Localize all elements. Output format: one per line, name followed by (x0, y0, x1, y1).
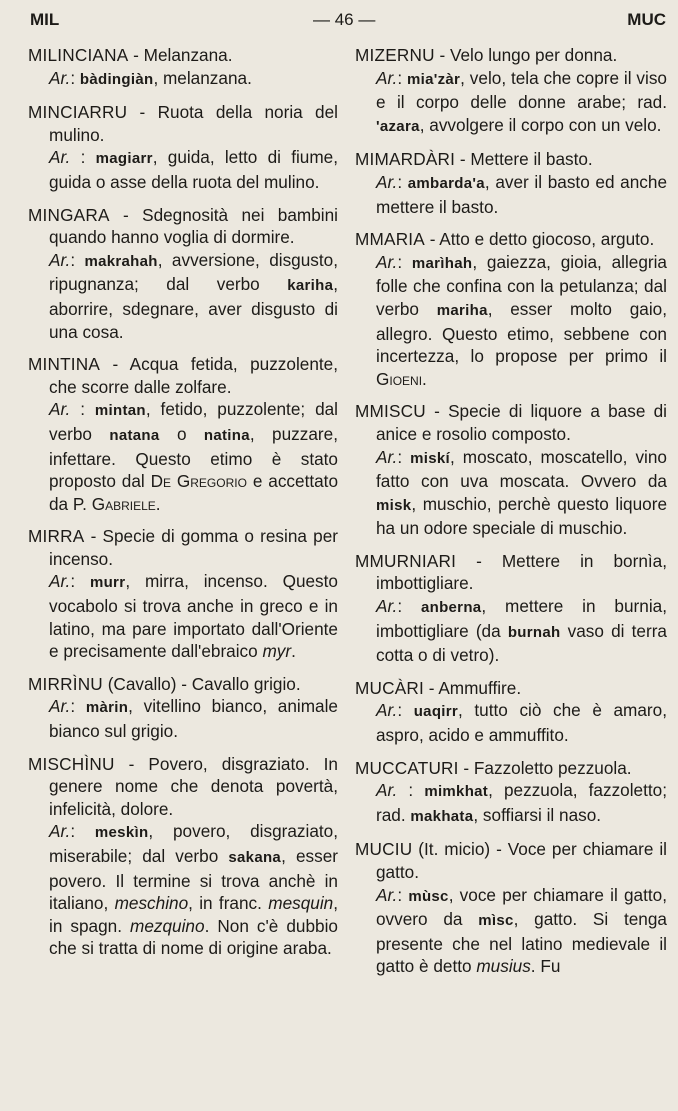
definition: (Cavallo) - Cavallo grigio. (102, 673, 301, 694)
arabic-term: mùsc (408, 887, 449, 905)
etymology (355, 884, 667, 978)
definition: - Melanzana. (128, 45, 233, 65)
left-column (28, 44, 338, 970)
arabic-term: uaqirr (413, 703, 459, 721)
dictionary-entry (28, 753, 338, 960)
foreign-term: musius (476, 956, 531, 977)
arabic-label: Ar. (49, 147, 71, 168)
headword: MIRRÌNU (28, 673, 103, 694)
dictionary-entry (28, 204, 338, 344)
arabic-term: meskìn (94, 824, 149, 842)
arabic-term: burnah (507, 623, 561, 641)
dictionary-entry (355, 838, 667, 978)
foreign-term: mezquino (130, 915, 205, 936)
page-header (30, 6, 666, 32)
arabic-label: Ar. (376, 446, 398, 467)
arabic-term: natina (203, 426, 250, 444)
dictionary-entry (355, 228, 667, 390)
definition: - Velo lungo per donna. (434, 45, 618, 65)
foreign-term: mesquin (268, 893, 334, 914)
author-name: De Gregorio (150, 471, 247, 492)
etymology-text: : meskìn, povero, disgraziato, miserabile; dal verbo sakana, esser povero. Il termine si trova anchè in italiano, meschino, in franc. mesquin, in spagn. mezquino. Non c'è dubbio che si tratta di nome di origine araba. (49, 821, 338, 959)
arabic-label: Ar. (49, 67, 71, 88)
entry-headline (28, 753, 338, 821)
arabic-term: anberna (420, 599, 482, 617)
arabic-label: Ar. (49, 249, 71, 270)
arabic-term: ambarda'a (407, 174, 485, 192)
arabic-term: sakana (228, 849, 282, 866)
dictionary-entry (355, 148, 667, 218)
page-number: — 46 — (313, 10, 376, 29)
headword: MMISCU (355, 401, 426, 422)
etymology-text: : mùsc, voce per chiamare il gatto, ovvero da mìsc, gatto. Si tenga presente che nel latino medievale il gatto è detto musius. Fu (376, 884, 667, 977)
etymology (355, 595, 667, 667)
dictionary-entry (355, 677, 667, 747)
definition: - Sdegnosità nei bambini quando hanno voglia di dormire. (49, 204, 338, 248)
etymology (28, 398, 338, 515)
etymology (355, 699, 667, 746)
headword: MIRRA (28, 526, 85, 547)
entry-headline (28, 101, 338, 146)
headword: MUCIU (355, 839, 413, 860)
arabic-term: bàdingiàn (79, 70, 154, 88)
etymology-text: : miskí, moscato, moscatello, vino fatto con uva moscata. Ovvero da misk, muschio, perchè questo liquore ha un odore speciale di muschio. (376, 446, 667, 539)
etymology-text: : magiarr, guida, letto di fiume, guida o asse della ruota del mulino. (49, 147, 339, 192)
arabic-term: màrin (85, 699, 129, 717)
dictionary-entry (355, 44, 667, 138)
arabic-label: Ar. (49, 821, 71, 842)
arabic-term: magiarr (95, 150, 153, 168)
headword: MINTINA (28, 354, 101, 375)
headword: MILINCIANA (28, 45, 129, 65)
etymology-text: : mia'zàr, velo, tela che copre il viso e il corpo delle donne arabe; rad. 'azara, avvolgere il corpo con un velo. (376, 67, 667, 135)
headword: MUCCATURI (355, 757, 459, 778)
definition: - Specie di gomma o resina per incenso. (49, 526, 338, 569)
arabic-term: makrahah (84, 252, 158, 270)
arabic-label: Ar. (376, 171, 398, 192)
arabic-label: Ar. (376, 596, 398, 617)
dictionary-entry (28, 673, 338, 743)
arabic-label: Ar. (49, 399, 71, 420)
etymology-text: : mimkhat, pezzuola, fazzoletto; rad. makhata, soffiarsi il naso. (376, 780, 668, 825)
definition: - Mettere il basto. (455, 149, 593, 170)
etymology (28, 570, 338, 662)
arabic-term: mìsc (478, 912, 514, 930)
entry-headline (355, 757, 667, 780)
arabic-label: Ar. (376, 884, 398, 905)
headword: MMURNIARI (355, 550, 457, 571)
dictionary-entry (355, 400, 667, 540)
arabic-label: Ar. (49, 696, 71, 717)
definition: - Atto e detto giocoso, arguto. (424, 229, 655, 250)
etymology (28, 249, 338, 343)
arabic-term: misk (376, 496, 412, 514)
entry-headline (28, 525, 338, 570)
etymology-text: : anberna, mettere in burnia, imbottigliare (da burnah vaso di terra cotta o di vetro). (376, 596, 667, 666)
arabic-label: Ar. (376, 67, 398, 88)
entry-headline (355, 677, 667, 700)
arabic-term: mia'zàr (406, 70, 461, 88)
definition: - Ammuffire. (424, 677, 522, 698)
etymology (355, 779, 667, 828)
etymology-text: : mintan, fetido, puzzolente; dal verbo natana o natina, puzzare, infettare. Questo etimo è stato proposto dal De Gregorio e accettato da P. Gabriele. (49, 399, 339, 514)
entry-headline (28, 673, 338, 696)
entry-headline (355, 148, 667, 171)
definition: - Povero, disgraziato. In genere nome che denota povertà, infelicità, dolore. (49, 753, 338, 819)
arabic-label: Ar. (376, 780, 398, 801)
etymology (28, 146, 338, 193)
arabic-term: makhata (410, 807, 474, 825)
entry-headline (355, 228, 667, 251)
headword: MINGARA (28, 204, 110, 225)
arabic-term: natana (109, 426, 160, 444)
header-right-guide-word: MUC (627, 10, 666, 29)
foreign-term: meschino (114, 893, 189, 914)
arabic-term: miskí (410, 449, 450, 467)
dictionary-entry (28, 353, 338, 515)
entry-headline (355, 550, 667, 595)
etymology-text: : màrin, vitellino bianco, animale bianco sul grigio. (49, 696, 338, 742)
etymology (355, 171, 667, 218)
headword: MIMARDÀRI (355, 149, 456, 170)
dictionary-entry (28, 525, 338, 663)
arabic-term: murr (89, 574, 126, 592)
headword: MISCHÌNU (28, 753, 115, 774)
author-name: Gioeni (376, 368, 423, 389)
definition: - Acqua fetida, puzzolente, che scorre dalle zolfare. (49, 354, 338, 397)
header-left-guide-word: MIL (30, 10, 60, 29)
headword: MMARIA (355, 229, 425, 250)
entry-headline (28, 44, 338, 67)
foreign-term: myr (262, 641, 292, 662)
headword: MINCIARRU (28, 102, 128, 123)
arabic-term: marìhah (411, 254, 473, 272)
etymology-text: : murr, mirra, incenso. Questo vocabolo si trova anche in greco e in latino, ma pare importato dall'Oriente e precisamente dall'ebraico myr. (49, 571, 338, 662)
entry-headline (28, 204, 338, 249)
definition: - Ruota della noria del mulino. (49, 102, 338, 145)
definition: (It. micio) - Voce per chiamare il gatto. (376, 839, 667, 882)
etymology (355, 67, 667, 139)
definition: - Fazzoletto pezzuola. (458, 757, 632, 778)
etymology-text: : makrahah, avversione, disgusto, ripugnanza; dal verbo kariha, aborrire, sdegnare, aver disgusto di una cosa. (49, 249, 338, 342)
dictionary-entry (28, 101, 338, 193)
arabic-term: mariha (436, 301, 488, 319)
headword: MUCÀRI (355, 677, 424, 698)
entry-headline (355, 44, 667, 67)
arabic-label: Ar. (376, 700, 398, 721)
dictionary-entry (355, 757, 667, 829)
etymology-text: : marìhah, gaiezza, gioia, allegria folle che confina con la petulanza; dal verbo mariha, esser molto gaio, allegro. Questo etimo, sebbene con incertezza, lo propose per primo il Gioeni. (376, 251, 667, 389)
etymology (355, 251, 667, 391)
etymology-text: : uaqirr, tutto ciò che è amaro, aspro, acido e ammuffito. (376, 700, 667, 746)
entry-headline (28, 353, 338, 398)
right-column (355, 44, 667, 988)
dictionary-entry (28, 44, 338, 91)
entry-headline (355, 400, 667, 445)
definition: - Specie di liquore a base di anice e rosolio composto. (376, 401, 667, 444)
etymology-text: : ambarda'a, aver il basto ed anche mettere il basto. (376, 171, 667, 217)
entry-headline (355, 838, 667, 883)
etymology (355, 446, 667, 540)
etymology (28, 67, 338, 92)
headword: MIZERNU (355, 45, 435, 65)
etymology (28, 820, 338, 960)
arabic-term: mimkhat (424, 783, 489, 801)
arabic-label: Ar. (376, 251, 398, 272)
dictionary-entry (355, 550, 667, 667)
etymology (28, 695, 338, 742)
arabic-term: 'azara (376, 117, 420, 135)
author-name: Gabriele (91, 493, 156, 514)
arabic-label: Ar. (49, 571, 71, 592)
arabic-term: kariha (287, 277, 334, 295)
arabic-term: mintan (94, 402, 146, 420)
definition: - Mettere in bornìa, imbottigliare. (376, 550, 667, 594)
etymology-text: : bàdingiàn, melanzana. (70, 67, 252, 88)
